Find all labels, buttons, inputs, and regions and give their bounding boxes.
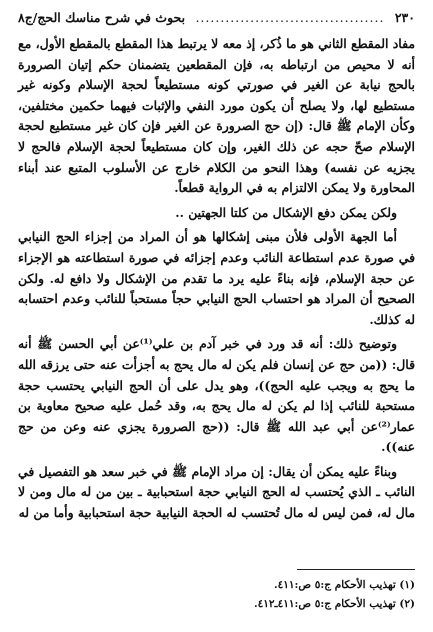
- header-dots: ......................................: [195, 10, 385, 25]
- paragraph-5: وبناءً عليه يمكن أن يقال: إن مراد الإمام ﷺ في خبر سعد هو التفصيل في النائب ـ الذي يُحتسب له الحج النيابي حجة استحبابية ـ بين من له مال ومن لا مال له، فمن ليس له مال تُحتسب له الحجة النيابية حجة استحبابية وأما من له: [18, 463, 415, 521]
- footnote-1: (١) تهذيب الأحكام ج:٥ ص:٤١١.: [273, 579, 415, 591]
- footnote-divider: [297, 569, 415, 570]
- footnote-2: (٢) تهذيب الأحكام ج:٥ ص:٤١١ـ٤١٢.: [253, 598, 415, 610]
- footnotes: [18, 576, 415, 614]
- page-header: [18, 8, 415, 28]
- paragraph-3: أما الجهة الأولى فلأن مبنى إشكالها هو أن المراد من إجزاء الحج النيابي في صورة عدم استطاعة النائب وعدم إجزائه في صورة استطاعته هو الإجزاء عن حجة الإسلام، فإنه بناءً عليه يرد ما تقدم من الإشكال ولا دافع له. ولكن الصحيح أن المراد هو احتساب الحج النيابي حجاً مستحباً للنائب وعدم احتسابه له كذلك.: [18, 229, 415, 327]
- book-page: [18, 8, 415, 624]
- paragraph-1: مفاد المقطع الثاني هو ما ذُكر، إذ معه لا يرتبط هذا المقطع بالمقطع الأول، مع أنه لا محيص من ارتباطه به، فإن المقطعين يتضمنان حكم إتيان الصرورة بالحج نيابة عن الغير في صورتي كونه مستطيعاً لحجة الإسلام وكونه غير مستطيع لها، ولا يصلح أن يكون مورد النفي والإثبات فيهما حكمين مختلفين، وكأن الإمام ﷺ قال: (إن حج الصرورة عن الغير فإن كان غير مستطيع لحجة الإسلام صحّ حجه عن ذلك الغير، وإن كان مستطيعاً لحجة الإسلام فالحج لا يجزيه عن نفسه) وهذا النحو من الكلام خارج عن الأسلوب المتبع عند أبناء المحاورة ولا يمكن الالتزام به في الرواية قطعاً.: [18, 36, 415, 196]
- page-body: [18, 34, 415, 528]
- page-number: ٢٣٠: [394, 10, 415, 25]
- running-title: بحوث في شرح مناسك الحج/ج٨: [18, 10, 186, 25]
- paragraph-4: وتوضيح ذلك: أنه قد ورد في خبر آدم بن علي⁽¹⁾عن أبي الحسن ﷺ أنه قال: ((من حج عن إنسان فلم يكن له مال يحج به أجزأت عنه حتى يرزقه الله ما يحج به ويجب عليه الحج))، وهو يدل على أن الحج النيابي يحتسب حجة مستحبة للنائب إذا لم يكن له مال يحج به، وقد حُمل عليه صحيح معاوية بن عمار⁽²⁾عن أبي عبد الله ﷺ قال: ((حج الصرورة يجزي عنه وعن من حج عنه)).: [18, 336, 415, 455]
- paragraph-2: ولكن يمكن دفع الإشكال من كلتا الجهتين ..: [175, 204, 397, 220]
